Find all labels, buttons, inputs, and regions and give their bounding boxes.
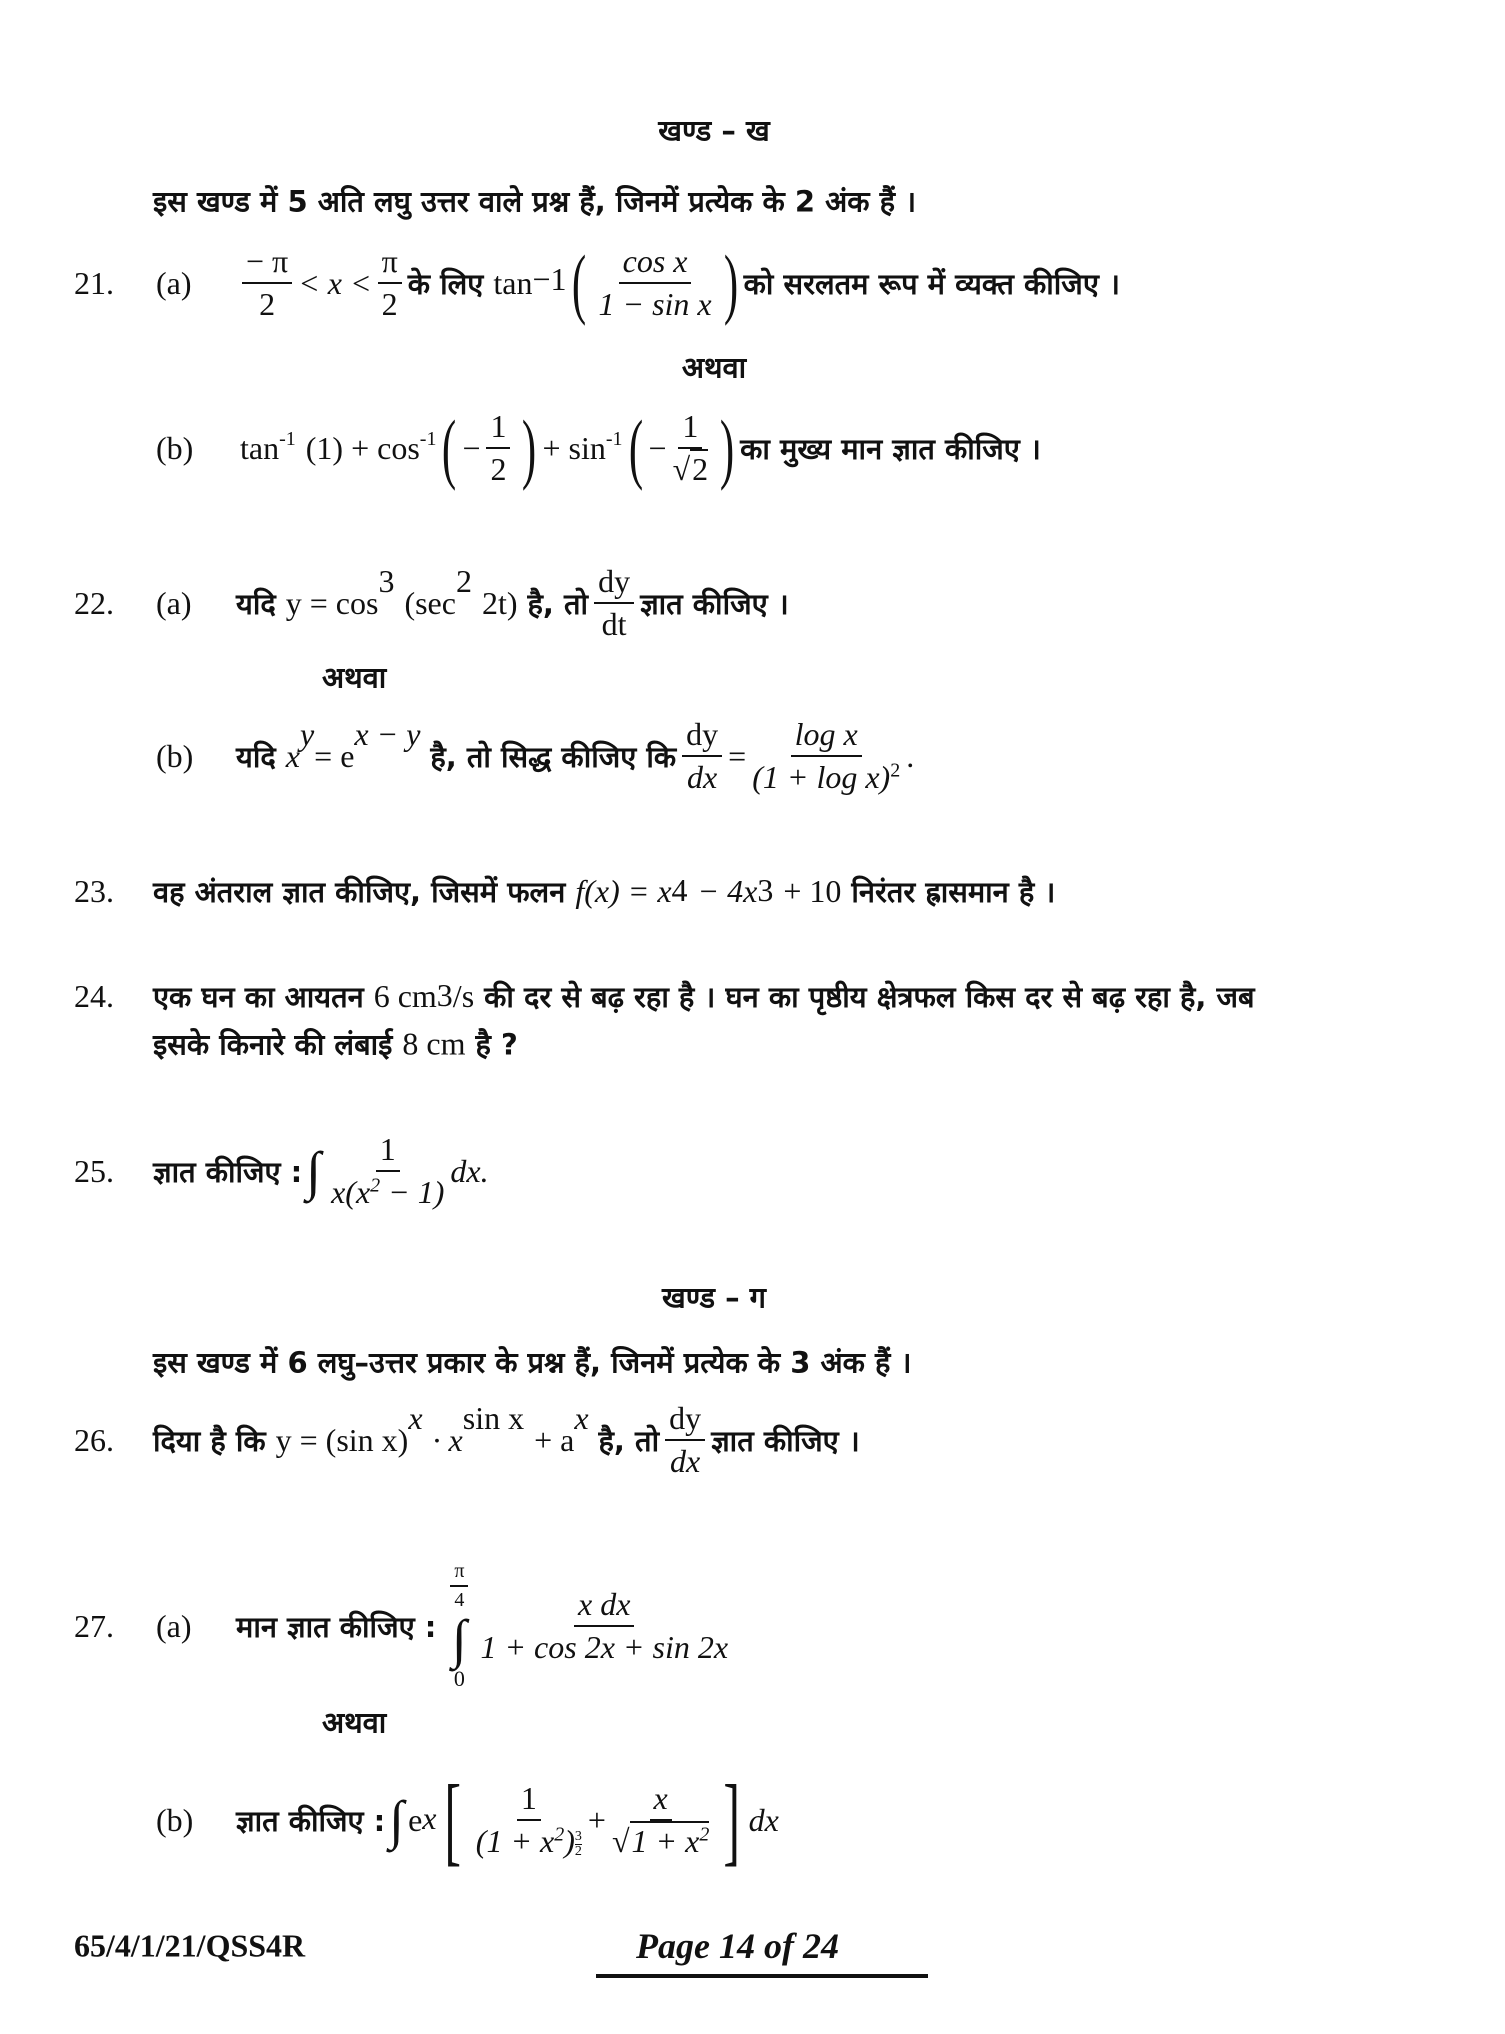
denominator-text: (1 + log x) bbox=[752, 759, 891, 795]
expression: 2t) bbox=[481, 584, 518, 621]
superscript: x bbox=[422, 1800, 437, 1836]
expression: − 4x bbox=[697, 872, 758, 909]
expression: (1) + cos bbox=[305, 429, 420, 466]
denominator-text: − 1) bbox=[388, 1174, 445, 1210]
text: यदि bbox=[236, 586, 276, 621]
minus: − bbox=[462, 429, 481, 466]
inverse-superscript: -1 bbox=[279, 428, 296, 451]
part-label: (a) bbox=[156, 264, 192, 301]
variable: x bbox=[285, 737, 300, 774]
fraction-numerator: dy bbox=[682, 716, 722, 757]
page-number: Page 14 of 24 bbox=[636, 1926, 839, 1966]
tan-function: tan bbox=[240, 429, 280, 466]
or-label: अथवा bbox=[322, 1705, 387, 1740]
left-paren: ( bbox=[628, 404, 643, 491]
differential: dx bbox=[748, 1801, 779, 1838]
superscript: x bbox=[408, 1400, 423, 1437]
question-number: 25. bbox=[74, 1152, 114, 1189]
integral-sign: ∫ bbox=[389, 1790, 405, 1850]
superscript: 2 bbox=[890, 759, 901, 782]
definite-integral bbox=[444, 1560, 474, 1692]
text: ज्ञात कीजिए : bbox=[153, 1154, 303, 1189]
fraction-denominator: 1 + cos 2x + sin 2x bbox=[480, 1629, 729, 1665]
radicand: 1 + x bbox=[631, 1823, 700, 1859]
superscript: 3 bbox=[757, 871, 774, 908]
section-b-intro: इस खण्ड में 5 अति लघु उत्तर वाले प्रश्न हैं, जिनमें प्रत्येक के 2 अंक हैं । bbox=[153, 184, 917, 219]
inverse-superscript: -1 bbox=[419, 428, 437, 451]
expression: y = (sin x) bbox=[275, 1421, 409, 1458]
text: मान ज्ञात कीजिए : bbox=[236, 1609, 437, 1644]
fraction-denominator: dx bbox=[669, 1443, 701, 1479]
fraction-numerator: log x bbox=[791, 716, 862, 757]
expression: = e bbox=[314, 737, 355, 774]
fraction-numerator: x dx bbox=[574, 1586, 634, 1627]
text: निरंतर ह्रासमान है । bbox=[851, 874, 1056, 909]
fraction-denominator: $√1 + x^2$ bbox=[611, 1823, 710, 1859]
section-c-heading: खण्ड – ग bbox=[661, 1280, 767, 1315]
fraction-numerator: x bbox=[650, 1780, 672, 1821]
text: ज्ञात कीजिए : bbox=[236, 1803, 386, 1838]
left-paren: ( bbox=[442, 404, 457, 491]
or-label: अथवा bbox=[322, 660, 387, 695]
fraction-numerator: 1 bbox=[486, 408, 510, 449]
expression: + sin bbox=[542, 429, 606, 466]
fraction-numerator: π bbox=[378, 243, 402, 284]
edge-length: 8 cm bbox=[402, 1025, 466, 1062]
fraction-denominator: dt bbox=[601, 606, 627, 642]
superscript: x bbox=[574, 1400, 589, 1437]
period: . bbox=[906, 737, 915, 774]
superscript: 2 bbox=[370, 1174, 381, 1197]
part-label: (a) bbox=[156, 1607, 192, 1644]
question-24-line2 bbox=[153, 1025, 518, 1064]
right-paren: ) bbox=[522, 404, 537, 491]
rate-value: 6 cm bbox=[373, 977, 437, 1014]
part-label: (b) bbox=[156, 1801, 194, 1838]
fraction-numerator: − π bbox=[242, 243, 292, 284]
part-label: (b) bbox=[156, 737, 194, 774]
plus: + bbox=[587, 1801, 606, 1838]
denominator-text: (1 + x bbox=[475, 1823, 555, 1859]
inverse-superscript: -1 bbox=[605, 428, 623, 451]
text: की दर से बढ़ रहा है । घन का पृष्ठीय क्षेत्रफल किस दर से बढ़ रहा है, जब bbox=[484, 979, 1255, 1014]
superscript: y bbox=[299, 716, 315, 753]
text: है ? bbox=[475, 1027, 518, 1062]
question-number: 23. bbox=[74, 872, 114, 909]
radicand: 2 bbox=[692, 451, 709, 487]
fraction-numerator: dy bbox=[665, 1400, 705, 1441]
superscript: 2 bbox=[554, 1823, 565, 1846]
exponential: e bbox=[408, 1801, 423, 1838]
expression: y = cos bbox=[285, 584, 379, 621]
fraction-denominator: dx bbox=[687, 759, 718, 795]
denominator-text: x(x bbox=[331, 1174, 371, 1210]
fraction-numerator: 1 bbox=[517, 1780, 541, 1821]
fraction-denominator: 2 bbox=[259, 286, 276, 322]
expression: + a bbox=[534, 1421, 575, 1458]
text: यदि bbox=[236, 739, 276, 774]
lower-limit: 0 bbox=[453, 1666, 465, 1691]
fraction-denominator: 2 bbox=[381, 286, 398, 322]
superscript: 4 bbox=[671, 871, 688, 908]
page-number-underline bbox=[596, 1974, 928, 1978]
paper-code: 65/4/1/21/QSS4R bbox=[74, 1927, 306, 1964]
right-bracket: ] bbox=[723, 1764, 741, 1875]
fraction-denominator bbox=[476, 1821, 582, 1860]
power-numerator: 3 bbox=[574, 1829, 582, 1845]
superscript: 2 bbox=[455, 563, 472, 600]
fraction-denominator bbox=[673, 449, 709, 488]
fraction-numerator: 1 bbox=[678, 408, 702, 449]
text: वह अंतराल ज्ञात कीजिए, जिसमें फलन bbox=[153, 874, 566, 909]
integral-sign: ∫ bbox=[306, 1141, 322, 1201]
text: है, तो bbox=[527, 586, 589, 621]
integral-sign: ∫ bbox=[451, 1609, 467, 1669]
fraction-numerator: cos x bbox=[619, 243, 692, 284]
text: के लिए bbox=[407, 266, 484, 301]
text: को सरलतम रूप में व्यक्त कीजिए । bbox=[743, 266, 1120, 301]
inequality: < x < bbox=[298, 264, 372, 301]
superscript: 3 bbox=[378, 563, 395, 600]
or-label: अथवा bbox=[681, 350, 747, 385]
expression: + 10 bbox=[783, 872, 842, 909]
upper-limit-numerator: π bbox=[450, 1560, 468, 1587]
expression: (sec bbox=[404, 584, 456, 621]
question-number: 27. bbox=[74, 1607, 114, 1644]
upper-limit-denominator: 4 bbox=[454, 1589, 465, 1611]
expression: f(x) = x bbox=[575, 872, 672, 909]
text: दिया है कि bbox=[153, 1423, 266, 1458]
rate-unit: /s bbox=[452, 977, 475, 1014]
question-number: 24. bbox=[74, 977, 114, 1014]
text: ज्ञात कीजिए । bbox=[640, 586, 789, 621]
right-paren: ) bbox=[719, 404, 735, 491]
text: एक घन का आयतन bbox=[153, 979, 364, 1014]
denominator-text: ) bbox=[564, 1823, 575, 1859]
inverse-superscript: −1 bbox=[532, 261, 567, 298]
section-b-heading: खण्ड – ख bbox=[658, 113, 770, 148]
minus: − bbox=[648, 429, 667, 466]
differential: dx. bbox=[450, 1152, 489, 1189]
part-label: (b) bbox=[156, 429, 194, 466]
superscript: x − y bbox=[354, 716, 421, 753]
part-label: (a) bbox=[156, 584, 192, 621]
superscript: 3 bbox=[436, 976, 453, 1013]
equals: = bbox=[728, 737, 747, 774]
fraction-denominator bbox=[331, 1172, 444, 1211]
text: है, तो सिद्ध कीजिए कि bbox=[430, 739, 677, 774]
fraction-numerator: 1 bbox=[376, 1131, 400, 1172]
superscript: 2 bbox=[699, 1823, 710, 1846]
power-denominator: 2 bbox=[574, 1844, 582, 1860]
fraction-denominator: 1 − sin x bbox=[598, 286, 712, 322]
left-bracket: [ bbox=[444, 1764, 462, 1875]
question-number: 22. bbox=[74, 584, 114, 621]
right-paren: ) bbox=[723, 239, 738, 326]
fraction-numerator: dy bbox=[594, 563, 634, 604]
sqrt-sign: √ bbox=[672, 451, 691, 487]
fraction-denominator: 2 bbox=[490, 451, 507, 487]
expression: · x bbox=[432, 1421, 463, 1458]
question-number: 21. bbox=[74, 264, 114, 301]
superscript: sin x bbox=[462, 1400, 525, 1437]
text: ज्ञात कीजिए । bbox=[711, 1423, 860, 1458]
text: है, तो bbox=[598, 1423, 660, 1458]
tan-function: tan bbox=[493, 264, 533, 301]
text: इसके किनारे की लंबाई bbox=[153, 1027, 393, 1062]
fraction-denominator bbox=[752, 757, 900, 796]
question-number: 26. bbox=[74, 1421, 114, 1458]
section-c-intro: इस खण्ड में 6 लघु–उत्तर प्रकार के प्रश्न हैं, जिनमें प्रत्येक के 3 अंक हैं । bbox=[153, 1345, 912, 1380]
left-paren: ( bbox=[572, 239, 587, 326]
text: का मुख्य मान ज्ञात कीजिए । bbox=[740, 431, 1041, 466]
